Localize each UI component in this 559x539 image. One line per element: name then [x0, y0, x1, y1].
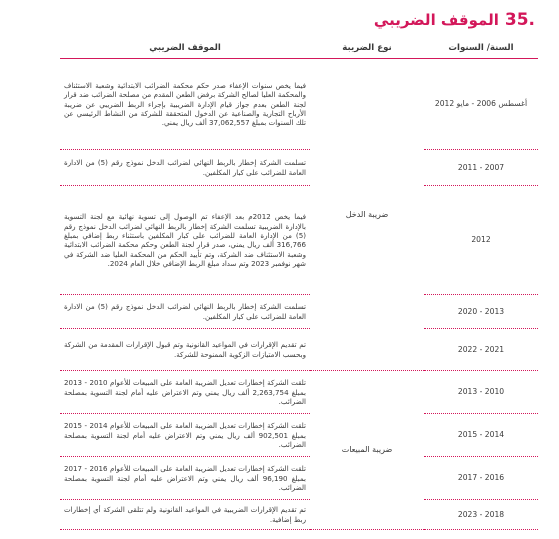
- tax-type-sales: ضريبة المبيعات: [310, 371, 424, 530]
- row-position: تم تقديم الإقرارات في المواعيد القانونية وتم قبول الإقرارات المقدمة من الشركة وبحسب الامتيازات الزكوية الممنوحة للشركة.: [60, 329, 310, 371]
- header-tax-type: نوع الضريبة: [310, 40, 424, 59]
- row-position: تلقت الشركة إخطارات تعديل الضريبة العامة على المبيعات للأعوام 2010 - 2013 بمبلغ 2,263,754 ألف ريال يمني وتم الاعتراض عليه أمام لجنة التسوية بمصلحة الضرائب.: [60, 371, 310, 414]
- row-year: 2010 - 2013: [424, 371, 538, 414]
- table-row: [60, 295, 538, 329]
- row-position: تلقت الشركة إخطارات تعديل الضريبة العامة على المبيعات للأعوام 2014 - 2015 بمبلغ 902,501 ألف ريال يمني وتم الاعتراض عليه أمام لجنة التسوية بمصلحة الضرائب.: [60, 414, 310, 457]
- table-row: [60, 414, 538, 457]
- table-row: [60, 59, 538, 150]
- table-row: [60, 186, 538, 295]
- section-title: الموقف الضريبي: [373, 11, 499, 29]
- header-year: السنة/ السنوات: [424, 40, 538, 59]
- row-year: 2014 - 2015: [424, 414, 538, 457]
- tax-position-table: [60, 40, 538, 530]
- row-position: فيما يخص سنوات الإعفاء صدر حكم محكمة الضرائب الابتدائية وشعبة الاستئناف والمحكمة العليا لصالح الشركة برفض الطعن المقدم من مصلحة الضرائب ضد قرار لجنة الطعن بعدم جواز قيام الإدارة الضريبية بإجراء الربط الضريبي عن ضريبة الأرباح التجارية والصناعية عن الدخول المتحققة للشركة من النشاط الرئيسي عن تلك السنوات بمبلغ 37,062,557 ألف ريال يمني.: [60, 59, 310, 150]
- tax-type-income: ضريبة الدخل: [310, 59, 424, 371]
- row-year: 2012: [424, 186, 538, 295]
- row-year: أغسطس 2006 - مايو 2012: [424, 59, 538, 150]
- table-row: [60, 371, 538, 414]
- header-tax-position: الموقف الضريبي: [60, 40, 310, 59]
- row-position: تلقت الشركة إخطارات تعديل الضريبة العامة على المبيعات للأعوام 2016 - 2017 بمبلغ 96,190 ألف ريال يمني وتم الاعتراض عليه أمام لجنة التسوية بمصلحة الضرائب.: [60, 457, 310, 500]
- row-year: 2016 - 2017: [424, 457, 538, 500]
- table-row: [60, 500, 538, 530]
- row-position: تسلمت الشركة إخطار بالربط النهائي لضرائب الدخل نموذج رقم (5) من الادارة العامة للضرائب على كبار المكلفين.: [60, 295, 310, 329]
- section-number: .35: [504, 10, 535, 30]
- row-year: 2013 - 2020: [424, 295, 538, 329]
- row-position: فيما يخص 2012م بعد الإعفاء تم الوصول إلى تسوية نهائية مع لجنة التسوية بالإدارة الضريبية تسلمت الشركة إخطار بالربط النهائي لضرائب الدخل نموذج رقم (5) من الإدارة العامة للضرائب على كبار المكلفين باستثناء ربط إضافي بمبلغ 316,766 ألف ريال يمني، صدر قرار لجنة الطعن وحكم محكمة الضرائب الابتدائية وشعبة الاستئناف ضد الشركة، وتم تأييد الحكم من المحكمة العليا ضد الشركة في شهر نوفمبر 2023 وتم سداد مبلغ الربط الإضافي خلال العام 2024.: [60, 186, 310, 295]
- row-year: 2007 - 2011: [424, 150, 538, 186]
- row-year: 2021 - 2022: [424, 329, 538, 371]
- table-header-row: [60, 40, 538, 59]
- row-position: تسلمت الشركة إخطار بالربط النهائي لضرائب الدخل نموذج رقم (5) من الادارة العامة للضرائب على كبار المكلفين.: [60, 150, 310, 186]
- table-row: [60, 329, 538, 371]
- table-row: [60, 457, 538, 500]
- row-position: تم تقديم الإقرارات الضريبية في المواعيد القانونية ولم تتلقى الشركة أي إخطارات ربط إضافية.: [60, 500, 310, 530]
- table-row: [60, 150, 538, 186]
- row-year: 2018 - 2023: [424, 500, 538, 530]
- section-heading: [24, 8, 535, 32]
